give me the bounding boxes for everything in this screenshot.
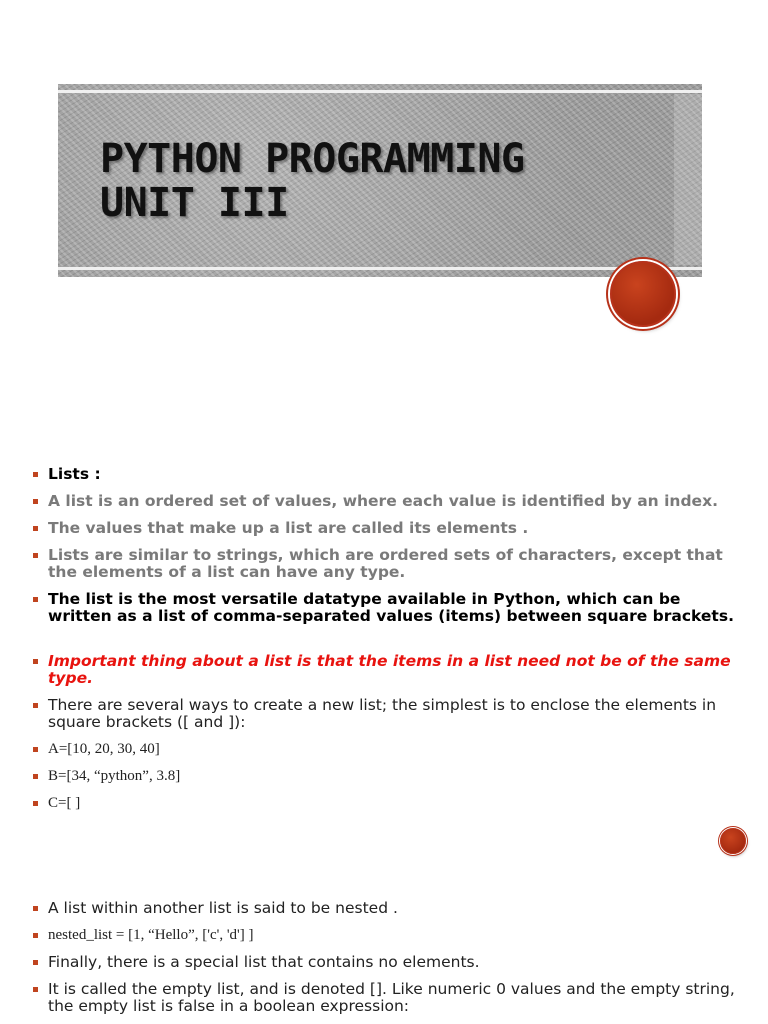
bullet-icon bbox=[33, 659, 38, 664]
list-item bbox=[33, 520, 748, 537]
bullet-text: A list within another list is said to be nested . bbox=[48, 899, 398, 917]
bullet-icon bbox=[33, 499, 38, 504]
list-item bbox=[33, 466, 748, 483]
bullet-icon bbox=[33, 960, 38, 965]
bullet-icon bbox=[33, 801, 38, 806]
bullet-text: The list is the most versatile datatype available in Python, which can be written as a list of comma-separated values (items) between square brackets. bbox=[48, 590, 734, 625]
bullet-icon bbox=[33, 774, 38, 779]
list-item bbox=[33, 547, 748, 581]
list-item bbox=[33, 900, 748, 917]
bullet-text: Lists are similar to strings, which are ordered sets of characters, except that the elements of a list can have any type. bbox=[48, 546, 723, 581]
bullet-text: It is called the empty list, and is denoted []. Like numeric 0 values and the empty string, the empty list is false in a boolean expression: bbox=[48, 980, 735, 1015]
banner-top-rule bbox=[58, 90, 702, 93]
bullet-text: Lists : bbox=[48, 465, 101, 483]
list-item bbox=[33, 697, 748, 731]
list-item bbox=[33, 927, 748, 944]
bullet-text: C=[ ] bbox=[48, 795, 81, 811]
bullet-text: Important thing about a list is that the items in a list need not be of the same type. bbox=[48, 652, 731, 687]
bullet-icon bbox=[33, 906, 38, 911]
bullet-icon bbox=[33, 933, 38, 938]
list-item bbox=[33, 741, 748, 758]
list-item bbox=[33, 591, 748, 625]
list-item bbox=[33, 795, 748, 812]
banner-bottom-rule bbox=[58, 267, 702, 270]
page-title bbox=[100, 137, 524, 225]
bullet-text: There are several ways to create a new list; the simplest is to enclose the elements in square brackets ([ and ]): bbox=[48, 696, 717, 731]
list-item bbox=[33, 653, 748, 687]
bullet-icon bbox=[33, 472, 38, 477]
banner-edge bbox=[674, 94, 702, 265]
bullet-text: Finally, there is a special list that contains no elements. bbox=[48, 953, 480, 971]
list-item bbox=[33, 954, 748, 971]
decorative-small-circle-icon bbox=[720, 828, 746, 854]
title-line-1: PYTHON PROGRAMMING bbox=[100, 136, 525, 182]
bullet-text: A=[10, 20, 30, 40] bbox=[48, 741, 160, 757]
list-item bbox=[33, 981, 748, 1015]
title-line-2: UNIT III bbox=[100, 180, 289, 226]
list-item bbox=[33, 493, 748, 510]
bullet-icon bbox=[33, 553, 38, 558]
bullet-icon bbox=[33, 526, 38, 531]
bullet-text: A list is an ordered set of values, where each value is identified by an index. bbox=[48, 492, 718, 510]
bullet-text: nested_list = [1, “Hello”, ['c', 'd'] ] bbox=[48, 927, 254, 943]
decorative-circle-icon bbox=[610, 261, 676, 327]
list-item bbox=[33, 768, 748, 785]
bullet-icon bbox=[33, 987, 38, 992]
bullet-text: B=[34, “python”, 3.8] bbox=[48, 768, 181, 784]
bullet-icon bbox=[33, 747, 38, 752]
bullet-icon bbox=[33, 597, 38, 602]
bullet-text: The values that make up a list are called its elements . bbox=[48, 519, 529, 537]
bullet-icon bbox=[33, 703, 38, 708]
